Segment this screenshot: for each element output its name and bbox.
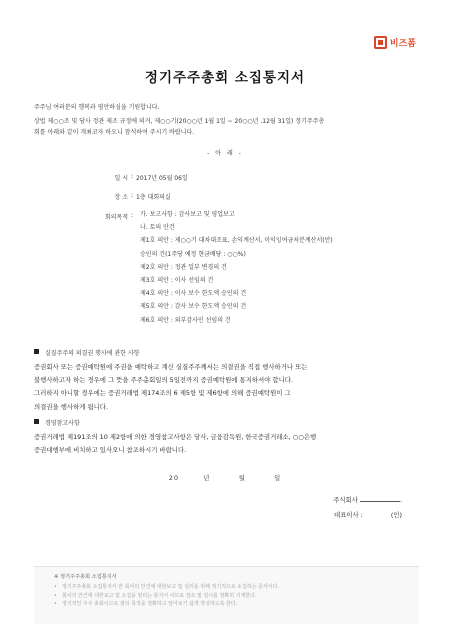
guide-item: • 정기적인 주주 총회이므로 점의 목적을 정확하고 알아보기 쉽게 작성하도록 한다.	[54, 600, 399, 609]
bizforms-logo-icon	[374, 36, 387, 49]
date-label: 일 시	[114, 175, 128, 182]
representative-label: 대표이사 :	[333, 511, 363, 519]
section-heading-reference	[34, 418, 80, 427]
body-line: 의결권을 행사하게 됩니다.	[34, 402, 109, 411]
date-month-unit: 월	[238, 474, 246, 482]
agenda-item: 제5호 의안 : 감사 보수 한도액 승인의 건	[140, 303, 247, 311]
meeting-place-row	[92, 192, 171, 201]
section-heading-text: 실질주주의 의결권 행사에 관한 사항	[45, 350, 140, 357]
date-value: 2017년 05월 06일	[136, 175, 188, 182]
brand-logo	[374, 36, 416, 49]
agenda-item: 승인의 건(1주당 예정 현금배당 : ○○%)	[140, 250, 246, 258]
meeting-purpose-row	[92, 212, 136, 221]
body-line: 그러하지 아니할 경우에는 증권거래법 제174조의 6 제5항 및 제6항에 의해 증권예탁원이 그	[34, 389, 291, 398]
document-title: 정기주주총회 소집통지서	[144, 70, 306, 86]
section-body-voting	[34, 361, 419, 414]
signature-date	[0, 473, 450, 482]
body-line: 증권대행부에 비치하고 있사오니 참조하시기 바랍니다.	[34, 446, 187, 455]
agenda-item: 제1호 의안 : 제○○기 대차대조표, 손익계산서, 이익잉여금처분계산서(안)	[140, 237, 333, 245]
colon: :	[130, 173, 134, 180]
agenda-item: 가. 보고사항 : 감사보고 및 영업보고	[140, 211, 235, 218]
agenda-item: 제2호 의안 : 정관 일부 변경의 건	[140, 263, 227, 271]
colon: :	[130, 212, 134, 219]
date-year-unit: 년	[203, 474, 211, 482]
brand-logo-text: 비즈폼	[389, 39, 416, 49]
place-value: 1층 대회의실	[136, 194, 171, 201]
company-suffix: .	[399, 496, 402, 504]
guide-title: ※ 정기주주총회 소집통지서	[54, 574, 117, 580]
seal-mark: (인)	[390, 511, 402, 519]
guide-item: • 정기주주총회 소집통지서 란 회사의 안건에 대한보고 및 심의를 위해 정기적으로 소집하는 문서이다.	[54, 583, 399, 592]
section-heading-text: 경영참고사항	[45, 420, 80, 427]
body-line: 증권회사 또는 증권예탁원에 주권을 예탁하고 계신 실질주주께서는 의결권을 직접 행사하거나 또는	[34, 363, 308, 371]
square-bullet-icon	[34, 349, 39, 354]
writing-guide-box	[34, 566, 419, 624]
company-name-line	[333, 495, 402, 504]
intro-line-3: 회를 아래와 같이 개최코자 하오니 참석하여 주시기 바랍니다.	[34, 129, 195, 136]
agenda-item: 제3호 의안 : 이사 선임의 건	[140, 277, 214, 285]
agenda-label: 회의목적	[104, 214, 128, 221]
company-label: 주식회사	[333, 496, 358, 504]
agenda-list	[140, 208, 430, 327]
section-body-reference	[34, 431, 419, 457]
meeting-date-row	[92, 173, 188, 182]
company-name-blank	[360, 501, 400, 502]
below-marker: - 아 래 -	[207, 150, 243, 157]
body-line: 불행사하고자 하는 경우에 그 뜻을 주주총회일의 5일전까지 증권예탁원에 통지하셔야 합니다.	[34, 376, 293, 385]
date-year: 20	[168, 474, 179, 482]
agenda-item: 나. 토의 안건	[140, 224, 175, 232]
guide-item: • 회사의 안건에 대한보고 및 소집을 알리는 통지서 이므로 장소 및 일시를 정확히 기재한다.	[54, 592, 399, 601]
colon: :	[130, 192, 134, 199]
section-heading-voting	[34, 348, 140, 357]
date-day-unit: 일	[274, 474, 282, 482]
body-line: 증권거래법 제191조의 10 제2항에 의한 경영참고사항은 당사, 금융감독원, 한국증권거래소, ○○은행	[34, 433, 317, 441]
agenda-item: 제6호 의안 : 외부감사인 선임의 건	[140, 316, 231, 324]
agenda-item: 제4호 의안 : 이사 보수 한도액 승인의 건	[140, 290, 247, 298]
intro-greeting: 주주님 여러분의 행복과 평안하심을 기원합니다.	[34, 104, 160, 111]
place-label: 장 소	[114, 194, 128, 201]
square-bullet-icon	[34, 419, 39, 424]
representative-line	[334, 510, 402, 519]
intro-line-2: 상법 제○○조 및 당사 정관 제조 규정에 의거, 제○○기(20○○년 1월 1일 ~ 20○○년 .12월 31일) 정기주주총	[34, 118, 325, 125]
